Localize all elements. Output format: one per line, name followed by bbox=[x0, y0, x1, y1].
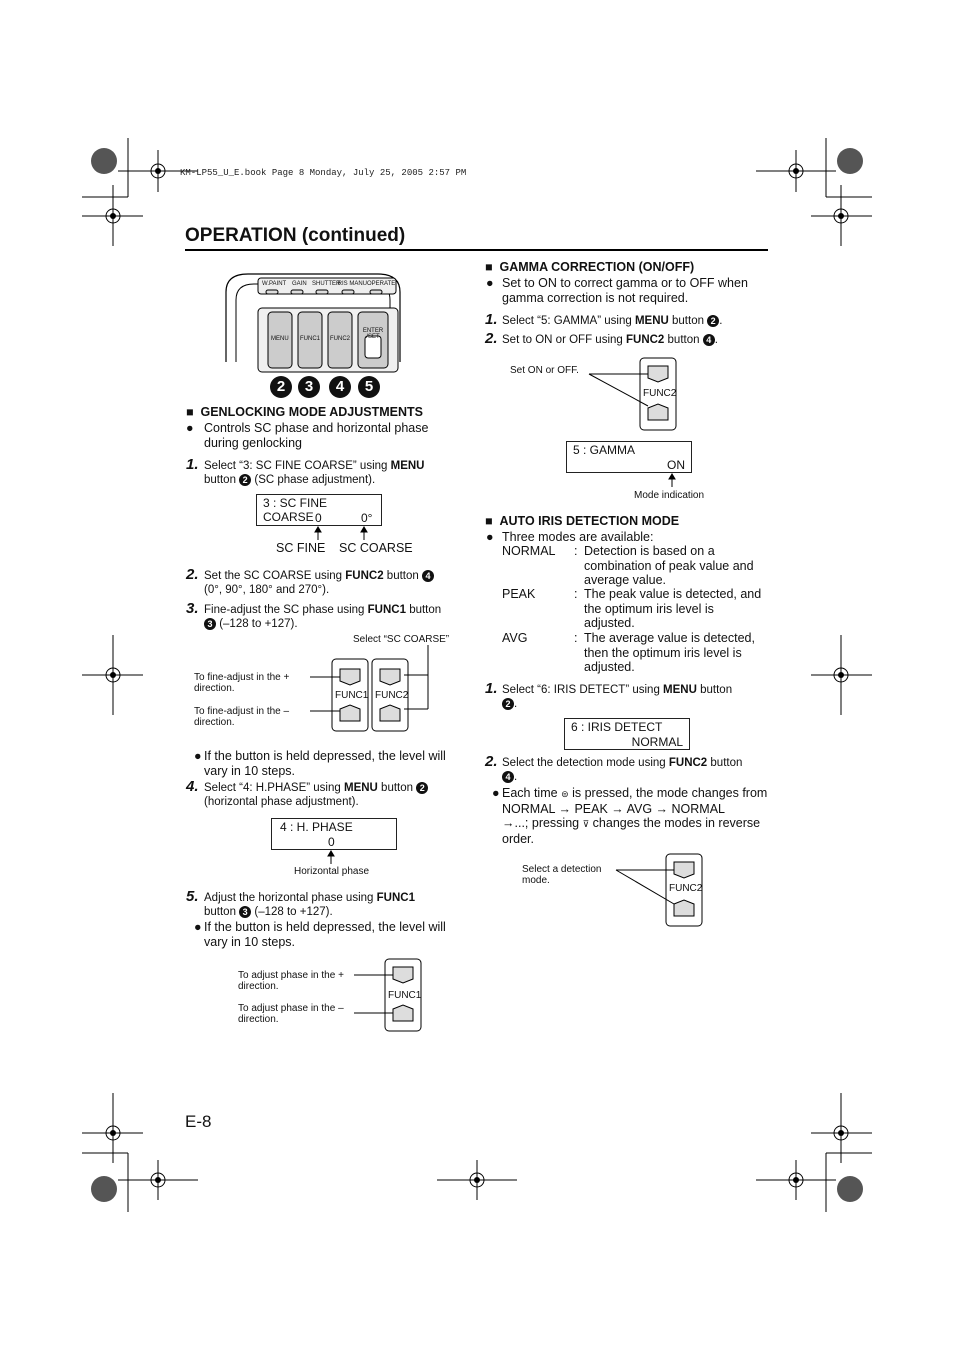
func-down-icon: ⊽ bbox=[582, 819, 590, 829]
lcd-gamma-value: ON bbox=[667, 458, 685, 472]
panel-number-4: 4 bbox=[329, 376, 351, 398]
lcd-h-phase-value: 0 bbox=[328, 835, 335, 849]
iris-step2-number: 2. bbox=[485, 753, 498, 770]
page-number: E-8 bbox=[185, 1112, 212, 1131]
genlock-note1: If the button is held depressed, the level will vary in 10 steps. bbox=[204, 749, 446, 778]
gamma-step2-text: Set to ON or OFF using FUNC2 button 4 . bbox=[502, 334, 718, 346]
iris-note-dot: ● bbox=[492, 786, 500, 800]
panel-func1-label: FUNC1 bbox=[300, 336, 321, 342]
iris-bullet-dot: ● bbox=[486, 530, 494, 544]
iris-callout: Select a detection mode. bbox=[522, 864, 602, 886]
iris-mode-avg-desc: The average value is detected, then the optimum iris level is adjusted. bbox=[584, 631, 755, 674]
lcd-gamma bbox=[566, 441, 692, 473]
lcd-gamma-label: Mode indication bbox=[634, 490, 705, 501]
iris-mode-peak-sep: : bbox=[574, 587, 578, 601]
genlock-step2-number: 2. bbox=[186, 566, 199, 583]
iris-mode-avg-name: AVG bbox=[502, 631, 528, 645]
panel-label-iris-manu: IRIS MANU bbox=[336, 281, 368, 287]
fig2-callout-plus: To adjust phase in the + direction. bbox=[238, 970, 344, 992]
iris-mode-peak-desc: The peak value is detected, and the optimum iris level is adjusted. bbox=[584, 587, 762, 630]
gamma-step1-text: Select “5: GAMMA” using MENU button 2 . bbox=[502, 315, 723, 327]
iris-heading: ■ AUTO IRIS DETECTION MODE bbox=[485, 514, 680, 528]
panel-label-gain: GAIN bbox=[292, 281, 307, 287]
gamma-step1-number: 1. bbox=[485, 311, 498, 328]
iris-func2-label: FUNC2 bbox=[669, 883, 703, 894]
panel-menu-label: MENU bbox=[271, 336, 289, 342]
note2-dot: ● bbox=[194, 920, 202, 934]
panel-label-shutter: SHUTTER bbox=[312, 281, 341, 287]
gamma-bullet-dot: ● bbox=[486, 276, 494, 290]
iris-step1-number: 1. bbox=[485, 680, 498, 697]
genlock-step3-text: Fine-adjust the SC phase using FUNC1 button 3 (–128 to +127). bbox=[204, 604, 442, 630]
genlock-heading: ■ GENLOCKING MODE ADJUSTMENTS bbox=[186, 405, 423, 419]
genlock-bullet-dot: ● bbox=[186, 421, 194, 435]
control-panel-figure bbox=[218, 272, 408, 400]
lcd-h-phase-line1: 4 : H. PHASE bbox=[280, 820, 353, 834]
genlock-note2: If the button is held depressed, the level will vary in 10 steps. bbox=[204, 920, 446, 949]
panel-number-5: 5 bbox=[358, 376, 380, 398]
gamma-step2-number: 2. bbox=[485, 330, 498, 347]
fig2-callout-minus: To adjust phase in the – direction. bbox=[238, 1003, 344, 1025]
fig1-func-buttons bbox=[300, 645, 440, 735]
genlock-step2-text: Set the SC COARSE using FUNC2 button 4 (0°, 90°, 180° and 270°). bbox=[204, 569, 464, 597]
fig1-callout-sc-coarse: Select “SC COARSE” bbox=[353, 634, 450, 645]
iris-mode-normal-sep: : bbox=[574, 544, 578, 558]
fig2-func1-label: FUNC1 bbox=[388, 990, 422, 1001]
genlock-bullet: Controls SC phase and horizontal phase during genlocking bbox=[204, 421, 429, 450]
lcd-line-1: 3 : SC FINE COARSE bbox=[263, 496, 328, 524]
lcd-iris-value: NORMAL bbox=[631, 735, 683, 749]
iris-mode-normal-desc: Detection is based on a combination of peak value and average value. bbox=[584, 544, 754, 587]
page-title: OPERATION (continued) bbox=[185, 225, 406, 246]
lcd-sc-coarse-value: 0° bbox=[361, 511, 373, 525]
genlock-step1-number: 1. bbox=[186, 456, 199, 473]
iris-mode-peak-name: PEAK bbox=[502, 587, 536, 601]
genlock-step4-number: 4. bbox=[186, 778, 199, 795]
genlock-step5-text: Adjust the horizontal phase using FUNC1 button 3 (–128 to +127). bbox=[204, 892, 415, 918]
title-rule bbox=[185, 249, 768, 251]
fig1-func2-label: FUNC2 bbox=[375, 690, 409, 701]
lcd-h-phase bbox=[271, 818, 397, 850]
panel-number-2: 2 bbox=[270, 376, 292, 398]
fig1-callout-plus: To fine-adjust in the + direction. bbox=[194, 672, 290, 694]
lcd-iris-line1: 6 : IRIS DETECT bbox=[571, 720, 663, 734]
gamma-bullet: Set to ON to correct gamma or to OFF when gamma correction is not required. bbox=[502, 276, 748, 305]
book-file-line: KM-LP55_U_E.book Page 8 Monday, July 25, 2005 2:57 PM bbox=[180, 168, 467, 178]
iris-mode-avg-sep: : bbox=[574, 631, 578, 645]
fig1-callout-minus: To fine-adjust in the – direction. bbox=[194, 706, 290, 728]
gamma-func2-label: FUNC2 bbox=[643, 388, 677, 399]
lcd-sc-coarse-label: SC COARSE bbox=[339, 541, 413, 555]
note1-dot: ● bbox=[194, 749, 202, 763]
lcd-sc-fine-value: 0 bbox=[315, 511, 322, 525]
lcd-sc-fine-coarse bbox=[256, 494, 382, 526]
lcd-h-phase-label: Horizontal phase bbox=[294, 866, 370, 877]
genlock-step1-text: Select “3: SC FINE COARSE” using MENU button 2 (SC phase adjustment). bbox=[204, 460, 425, 486]
panel-number-3: 3 bbox=[298, 376, 320, 398]
iris-note: Each time ⊜ is pressed, the mode changes from NORMAL → PEAK → AVG → NORMAL →...; pressing ⊽ changes the modes in reverse order. bbox=[502, 786, 768, 846]
panel-enter-set-label: ENTER /SET bbox=[362, 328, 384, 340]
lcd-gamma-line1: 5 : GAMMA bbox=[573, 443, 636, 457]
gamma-heading: ■ GAMMA CORRECTION (ON/OFF) bbox=[485, 260, 695, 274]
func-up-icon: ⊜ bbox=[561, 789, 569, 799]
iris-step1-text: Select “6: IRIS DETECT” using MENU button 2 . bbox=[502, 684, 733, 710]
iris-mode-normal-name: NORMAL bbox=[502, 544, 556, 558]
panel-label-wpaint: W.PAINT bbox=[262, 281, 287, 287]
fig1-func1-label: FUNC1 bbox=[335, 690, 369, 701]
lcd-sc-fine-label: SC FINE bbox=[276, 541, 326, 555]
lcd-iris-detect bbox=[564, 718, 690, 750]
iris-step2-text: Select the detection mode using FUNC2 button 4 . bbox=[502, 757, 743, 783]
genlock-step4-text: Select “4: H.PHASE” using MENU button 2 (horizontal phase adjustment). bbox=[204, 781, 474, 809]
panel-label-operate: OPERATE bbox=[367, 281, 396, 287]
iris-bullet: Three modes are available: bbox=[502, 530, 654, 544]
panel-func2-label: FUNC2 bbox=[330, 336, 351, 342]
gamma-callout: Set ON or OFF. bbox=[510, 365, 579, 376]
genlock-step5-number: 5. bbox=[186, 888, 199, 905]
genlock-step3-number: 3. bbox=[186, 600, 199, 617]
